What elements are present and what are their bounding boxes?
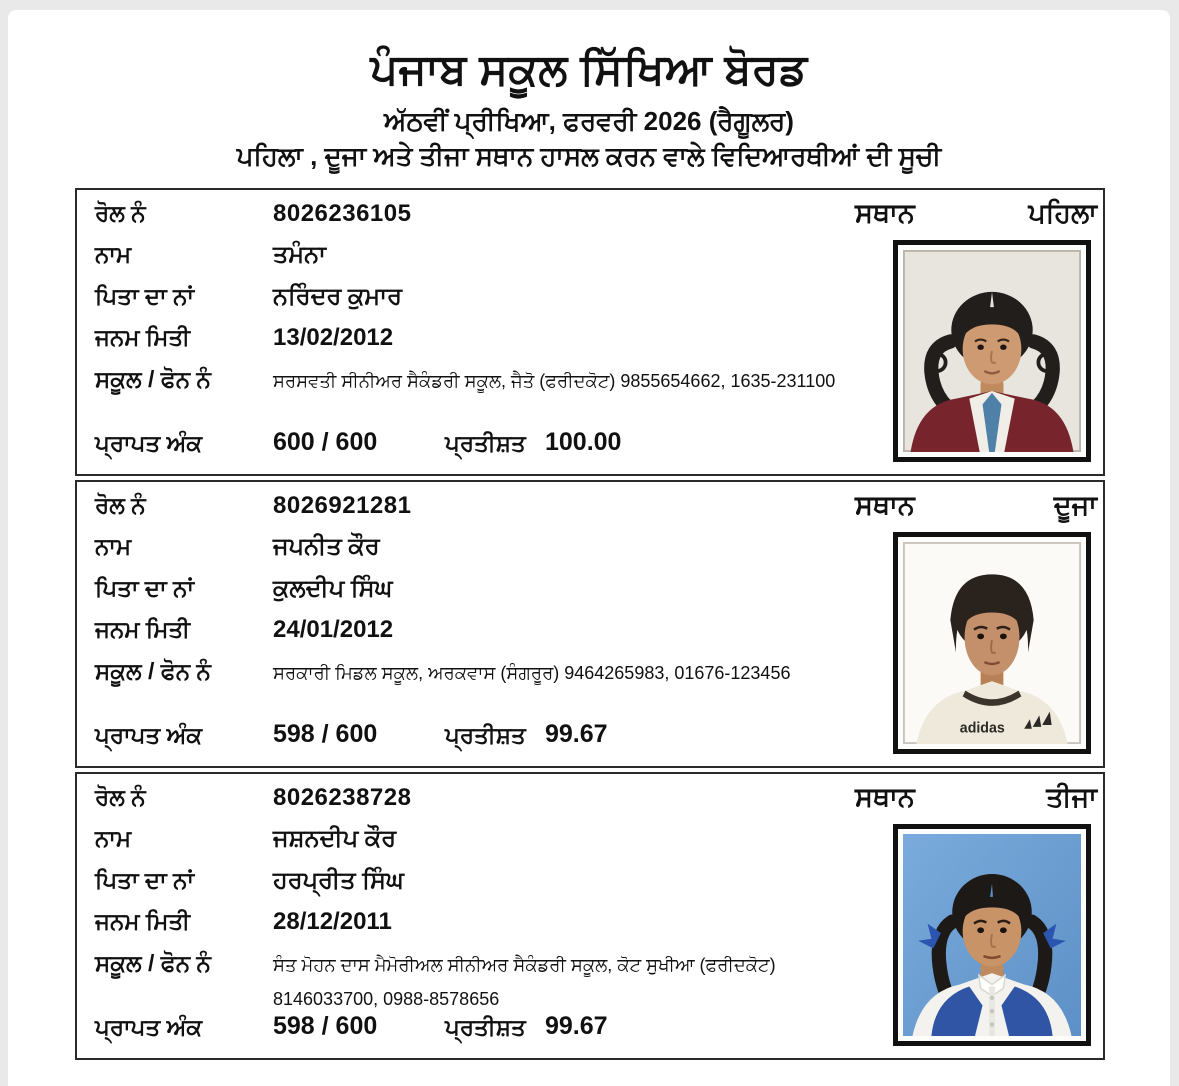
school-value: ਸੰਤ ਮੋਹਨ ਦਾਸ ਮੈਮੋਰੀਅਲ ਸੀਨੀਅਰ ਸੈਕੰਡਰੀ ਸਕੂਲ, ਕੋਟ ਸੁਖੀਆ (ਫਰੀਦਕੋਟ) [273,955,776,975]
list-description: ਪਹਿਲਾ , ਦੂਜਾ ਅਤੇ ਤੀਜਾ ਸਥਾਨ ਹਾਸਲ ਕਰਨ ਵਾਲੇ ਵਿਦਿਆਰਥੀਆਂ ਦੀ ਸੂਚੀ [236,141,942,171]
roll-label: ਰੋਲ ਨੰ [95,492,146,518]
student-photo [903,542,1081,744]
dob-label: ਜਨਮ ਮਿਤੀ [95,908,191,934]
document-page [8,10,1170,1086]
student-card-second [75,480,1105,768]
school-value-line2: 8146033700, 0988-8578656 [273,989,500,1009]
dob-value: 13/02/2012 [273,324,394,351]
roll-label: ਰੋਲ ਨੰ [95,784,146,810]
dob-value: 28/12/2011 [273,908,392,935]
marks-value: 598 / 600 [273,720,378,748]
dob-value: 24/01/2012 [273,616,394,643]
name-value: ਜਸ਼ਨਦੀਪ ਕੌਰ [273,825,397,852]
position-label: ਸਥਾਨ [855,782,915,812]
roll-value: 8026236105 [273,200,412,227]
roll-label: ਰੋਲ ਨੰ [95,200,146,226]
father-value: ਕੁਲਦੀਪ ਸਿੰਘ [273,575,393,602]
percent-label: ਪ੍ਰਤੀਸ਼ਤ [445,430,526,456]
name-label: ਨਾਮ [95,533,132,559]
student-card-third [75,772,1105,1060]
marks-label: ਪ੍ਰਾਪਤ ਅੰਕ [95,430,203,456]
student-photo [903,250,1081,452]
dob-label: ਜਨਮ ਮਿਤੀ [95,616,191,642]
school-label: ਸਕੂਲ / ਫੋਨ ਨੰ [95,366,211,392]
position-value: ਤੀਜਾ [1046,782,1097,812]
father-value: ਹਰਪ੍ਰੀਤ ਸਿੰਘ [273,867,404,894]
father-label: ਪਿਤਾ ਦਾ ਨਾਂ [95,283,195,309]
school-value: ਸਰਸਵਤੀ ਸੀਨੀਅਰ ਸੈਕੰਡਰੀ ਸਕੂਲ, ਜੈਤੋ (ਫਰੀਦਕੋਟ) 9855654662, 1635-231100 [273,371,836,391]
father-label: ਪਿਤਾ ਦਾ ਨਾਂ [95,575,195,601]
position-value: ਦੂਜਾ [1053,490,1097,520]
percent-label: ਪ੍ਰਤੀਸ਼ਤ [445,722,526,748]
percent-value: 99.67 [545,720,608,748]
exam-subtitle: ਅੱਠਵੀਂ ਪ੍ਰੀਖਿਆ, ਫਰਵਰੀ 2026 (ਰੈਗੂਲਰ) [384,106,794,136]
position-label: ਸਥਾਨ [855,490,915,520]
student-photo-frame [893,532,1091,754]
name-label: ਨਾਮ [95,241,132,267]
father-value: ਨਰਿੰਦਰ ਕੁਮਾਰ [273,283,402,310]
school-label: ਸਕੂਲ / ਫੋਨ ਨੰ [95,950,211,976]
marks-label: ਪ੍ਰਾਪਤ ਅੰਕ [95,1014,203,1040]
father-label: ਪਿਤਾ ਦਾ ਨਾਂ [95,867,195,893]
dob-label: ਜਨਮ ਮਿਤੀ [95,324,191,350]
percent-label: ਪ੍ਰਤੀਸ਼ਤ [445,1014,526,1040]
marks-label: ਪ੍ਰਾਪਤ ਅੰਕ [95,722,203,748]
name-value: ਤਮੰਨਾ [273,241,327,268]
school-label: ਸਕੂਲ / ਫੋਨ ਨੰ [95,658,211,684]
student-photo [903,834,1081,1036]
photo-shirt-text: adidas [959,720,1005,737]
student-photo-frame [893,240,1091,462]
position-label: ਸਥਾਨ [855,198,915,228]
percent-value: 99.67 [545,1012,608,1040]
marks-value: 598 / 600 [273,1012,378,1040]
position-value: ਪਹਿਲਾ [1028,198,1097,228]
board-title: ਪੰਜਾਬ ਸਕੂਲ ਸਿੱਖਿਆ ਬੋਰਡ [370,46,808,94]
roll-value: 8026921281 [273,492,412,519]
name-value: ਜਪਨੀਤ ਕੌਰ [273,533,380,560]
student-card-first [75,188,1105,476]
student-photo-frame [893,824,1091,1046]
marks-value: 600 / 600 [273,428,378,456]
percent-value: 100.00 [545,428,622,456]
name-label: ਨਾਮ [95,825,132,851]
roll-value: 8026238728 [273,784,412,811]
school-value: ਸਰਕਾਰੀ ਮਿਡਲ ਸਕੂਲ, ਅਰਕਵਾਸ (ਸੰਗਰੂਰ) 9464265983, 01676-123456 [273,663,791,683]
